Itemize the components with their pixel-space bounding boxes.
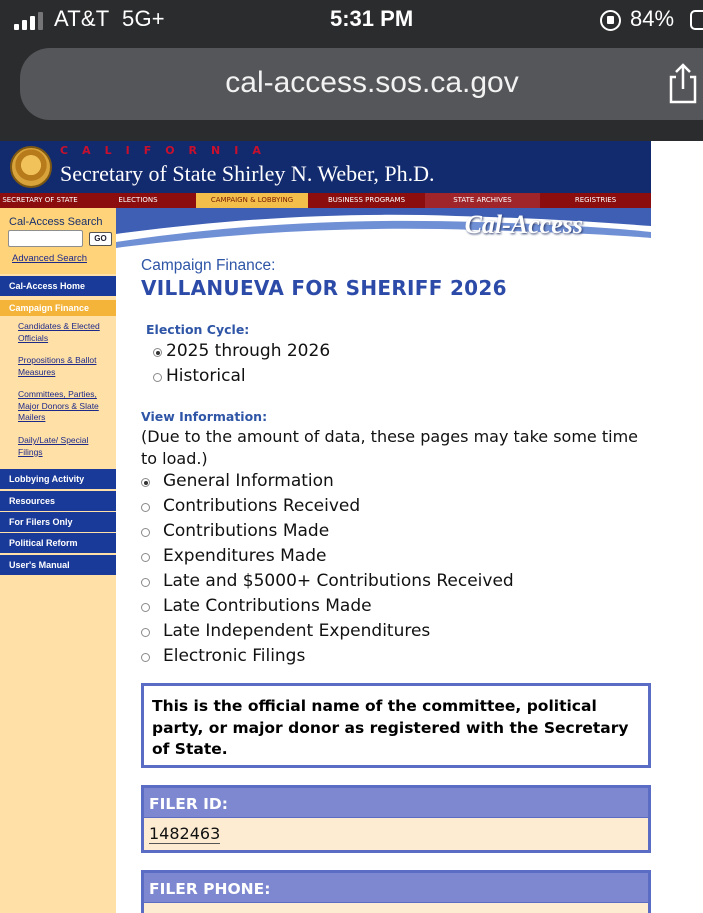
state-seal-icon xyxy=(10,146,52,188)
cycle-option-label: 2025 through 2026 xyxy=(166,341,331,361)
cycle-option-label: Historical xyxy=(166,366,246,386)
advanced-search-link[interactable]: Advanced Search xyxy=(12,253,87,264)
battery-icon xyxy=(690,10,703,30)
view-option-label: General Information xyxy=(163,471,334,491)
network-type: 5G+ xyxy=(122,6,165,31)
radio-button[interactable] xyxy=(141,553,150,562)
topnav-state-archives[interactable]: STATE ARCHIVES xyxy=(425,193,540,208)
search-box xyxy=(0,208,116,274)
view-option-label: Expenditures Made xyxy=(163,546,327,566)
clock: 5:31 PM xyxy=(330,6,414,31)
site-header xyxy=(0,141,651,193)
filer-phone-label: FILER PHONE: xyxy=(144,873,648,903)
filer-id-text: 1482463 xyxy=(149,824,221,843)
cal-access-title: Cal-Access xyxy=(464,210,583,239)
sidebar xyxy=(0,208,116,913)
view-option-label: Late Independent Expenditures xyxy=(163,621,431,641)
page-title: VILLANUEVA FOR SHERIFF 2026 xyxy=(141,276,507,300)
sidebar-item-political-reform[interactable]: Political Reform xyxy=(0,533,116,553)
cal-access-banner xyxy=(116,208,651,248)
state-name: CALIFORNIA xyxy=(60,144,275,157)
topnav-business-programs[interactable]: BUSINESS PROGRAMS xyxy=(327,196,406,204)
url-bar[interactable] xyxy=(20,48,703,120)
topnav-secretary-of-state[interactable]: SECRETARY OF STATE xyxy=(2,196,78,204)
signal-icon xyxy=(14,12,48,30)
sidebar-item-users-manual[interactable]: User's Manual xyxy=(0,555,116,575)
sidebar-item-lobbying[interactable]: Lobbying Activity xyxy=(0,469,116,489)
view-option-label: Contributions Received xyxy=(163,496,361,516)
carrier xyxy=(54,6,165,32)
radio-button[interactable] xyxy=(141,578,150,587)
sidebar-item-resources[interactable]: Resources xyxy=(0,491,116,511)
load-time-note: (Due to the amount of data, these pages may take some time to load.) xyxy=(141,427,639,468)
radio-button[interactable] xyxy=(153,348,162,357)
site-title: Secretary of State Shirley N. Weber, Ph.D. xyxy=(60,161,435,186)
top-nav xyxy=(0,193,651,208)
view-option-label: Contributions Made xyxy=(163,521,330,541)
browser-chrome xyxy=(0,0,703,141)
radio-button[interactable] xyxy=(141,478,150,487)
view-option-label: Electronic Filings xyxy=(163,646,306,666)
view-option-label: Late and $5000+ Contributions Received xyxy=(163,571,514,591)
filer-phone-box xyxy=(141,870,651,913)
sidebar-sublink-daily-late[interactable]: Daily/Late/ Special Filings xyxy=(18,435,89,457)
page-subtitle: Campaign Finance: xyxy=(141,257,276,274)
carrier-name: AT&T xyxy=(54,6,110,31)
search-input[interactable] xyxy=(8,230,83,247)
sidebar-sublink-committees[interactable]: Committees, Parties, Major Donors & Slate Mailers xyxy=(18,389,99,422)
filer-id-label: FILER ID: xyxy=(144,788,648,818)
radio-button[interactable] xyxy=(141,603,150,612)
filer-id-box xyxy=(141,785,651,853)
topnav-registries[interactable]: REGISTRIES xyxy=(574,196,617,204)
search-label: Cal-Access Search xyxy=(9,216,103,228)
topnav-campaign-lobbying[interactable]: CAMPAIGN & LOBBYING xyxy=(196,193,308,208)
url-text: cal-access.sos.ca.gov xyxy=(225,66,519,99)
orientation-lock-icon xyxy=(600,10,621,31)
sidebar-item-campaign-finance[interactable]: Campaign Finance xyxy=(0,300,116,316)
filer-phone-value xyxy=(144,903,648,913)
battery-percent: 84% xyxy=(630,6,675,31)
radio-button[interactable] xyxy=(141,503,150,512)
radio-button[interactable] xyxy=(141,528,150,537)
go-button[interactable]: GO xyxy=(89,232,112,246)
view-option-label: Late Contributions Made xyxy=(163,596,372,616)
share-icon[interactable] xyxy=(667,62,699,104)
sidebar-sublink-propositions[interactable]: Propositions & Ballot Measures xyxy=(18,355,97,377)
election-cycle-label: Election Cycle: xyxy=(146,322,250,337)
view-information-label: View Information: xyxy=(141,409,268,424)
sidebar-item-home[interactable]: Cal-Access Home xyxy=(0,276,116,296)
status-bar xyxy=(0,0,703,42)
radio-button[interactable] xyxy=(153,373,162,382)
radio-button[interactable] xyxy=(141,653,150,662)
sidebar-sublink-candidates[interactable]: Candidates & Elected Officials xyxy=(18,321,100,343)
sidebar-item-for-filers[interactable]: For Filers Only xyxy=(0,512,116,532)
radio-button[interactable] xyxy=(141,628,150,637)
official-name-notice: This is the official name of the committee, political party, or major donor as registered with the Secretary of State. xyxy=(141,683,651,768)
filer-id-value xyxy=(144,818,648,850)
topnav-elections[interactable]: ELECTIONS xyxy=(118,196,158,204)
